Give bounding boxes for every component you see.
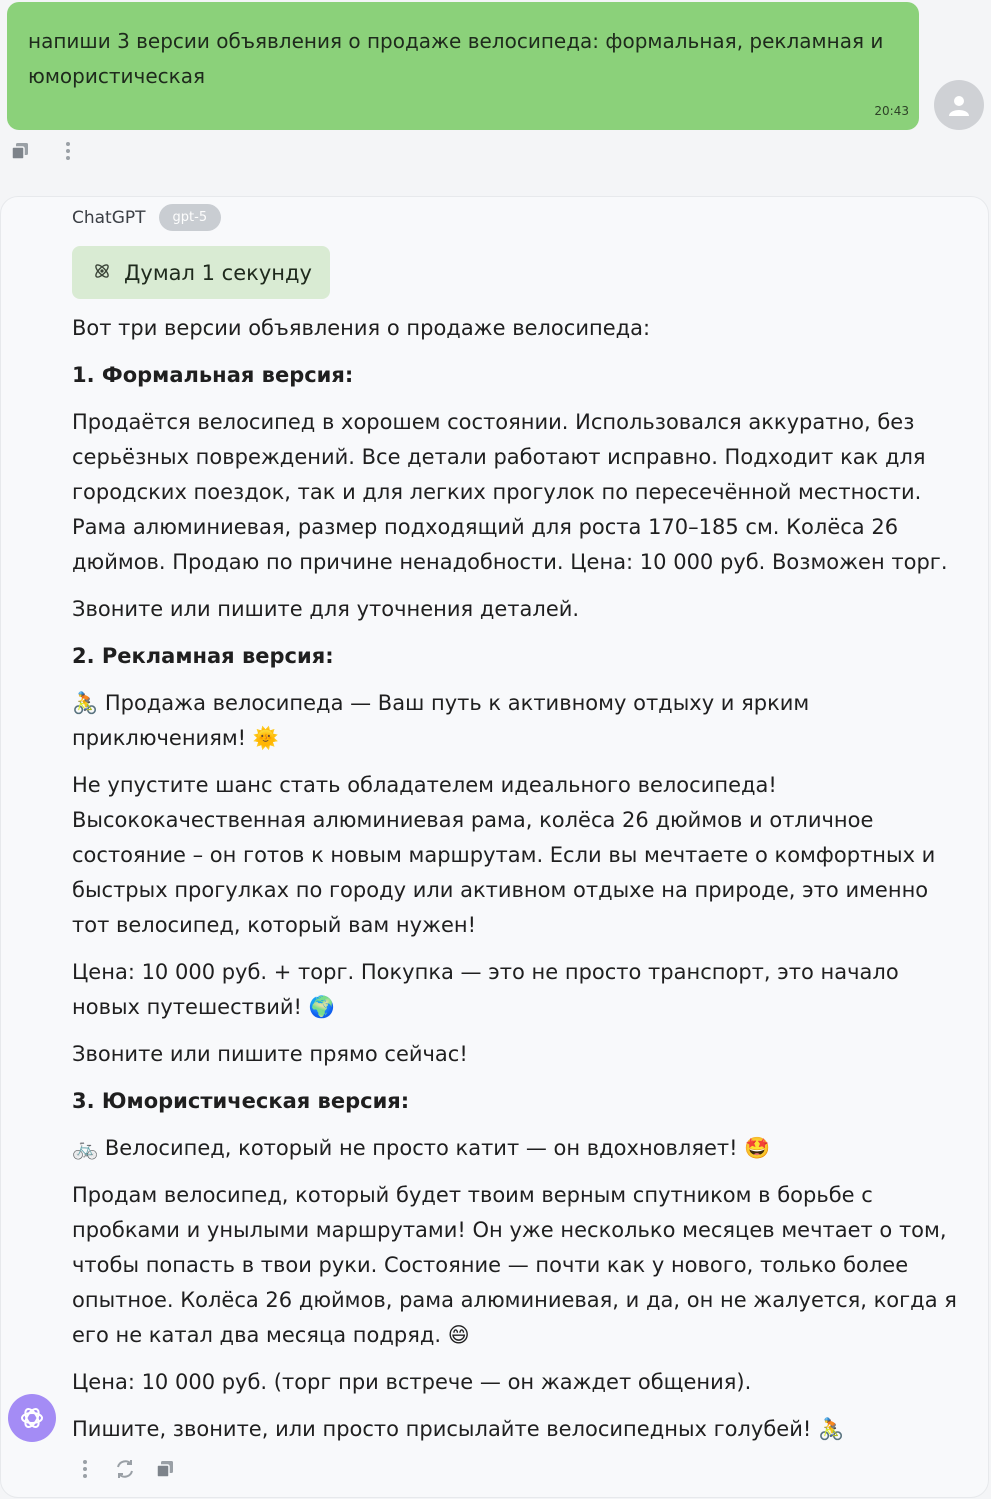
refresh-icon[interactable] [114,1458,136,1480]
thinking-label: Думал 1 секунду [124,260,312,285]
section-paragraph: Не упустите шанс стать обладателем идеального велосипеда! Высококачественная алюминиевая рама, колёса 26 дюймов и отличное состояние – он готов к новым маршрутам. Если вы мечтаете о комфортных и быстрых прогулках по городу или активном отдыхе на природе, это именно тот велосипед, который вам нужен! [72,773,936,937]
user-avatar-icon[interactable] [934,80,984,130]
section-paragraph: Продам велосипед, который будет твоим верным спутником в борьбе с пробками и унылыми маршрутами! Он уже несколько месяцев мечтает о том, чтобы попасть в твои руки. Состояние — почти как у нового, только более опытное. Колёса 26 дюймов, рама алюминиевая, и да, он не жалуется, когда я его не катал два месяца подряд. 😄 [72,1183,957,1347]
section-paragraph: Продаётся велосипед в хорошем состоянии. Использовался аккуратно, без серьёзных повреждений. Все детали работают исправно. Подходит как для городских поездок, так и для легких прогулок по пересечённой местности. Рама алюминиевая, размер подходящий для роста 170–185 см. Колёса 26 дюймов. Продаю по причине ненадобности. Цена: 10 000 руб. Возможен торг. [72,410,948,574]
message-timestamp: 20:43 [874,104,909,118]
assistant-message-body [72,311,972,1459]
user-message-actions [9,140,79,162]
section-paragraph: 🚴 Продажа велосипеда — Ваш путь к активному отдыху и ярким приключениям! 🌞 [72,691,810,750]
openai-logo-icon [8,1394,56,1442]
model-badge: gpt-5 [159,204,222,231]
assistant-name: ChatGPT [72,207,146,228]
atom-icon [92,261,112,285]
copy-icon[interactable] [9,140,31,162]
section-paragraph: Звоните или пишите для уточнения деталей. [72,597,580,621]
section-paragraph: 🚲 Велосипед, который не просто катит — он вдохновляет! 🤩 [72,1136,771,1160]
user-message-row [0,0,991,140]
user-message-bubble [7,2,919,130]
section-paragraph: Цена: 10 000 руб. (торг при встрече — он жаждет общения). [72,1370,752,1394]
user-message-text: напиши 3 версии объявления о продаже велосипеда: формальная, рекламная и юмористическая [28,29,884,88]
section-paragraph: Цена: 10 000 руб. + торг. Покупка — это не просто транспорт, это начало новых путешествий! 🌍 [72,960,899,1019]
intro-text: Вот три версии объявления о продаже велосипеда: [72,316,651,340]
thinking-toggle[interactable] [72,246,330,299]
section-paragraph: Звоните или пишите прямо сейчас! [72,1042,468,1066]
more-vertical-icon[interactable] [74,1458,96,1480]
section-heading-ad: 2. Рекламная версия: [72,644,334,668]
section-heading-formal: 1. Формальная версия: [72,363,354,387]
section-paragraph: Пишите, звоните, или просто присылайте велосипедных голубей! 🚴 [72,1417,845,1441]
section-heading-humor: 3. Юмористическая версия: [72,1089,410,1113]
copy-icon[interactable] [154,1458,176,1480]
assistant-message-actions [74,1458,176,1480]
more-vertical-icon[interactable] [57,140,79,162]
assistant-header [72,204,221,231]
